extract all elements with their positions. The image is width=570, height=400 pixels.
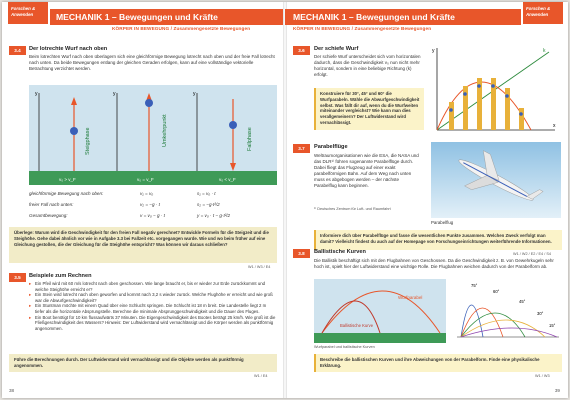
fall-label: Fallphase <box>247 127 253 151</box>
section-title: Parabelflüge <box>314 144 348 150</box>
svg-text:y: y <box>113 91 116 97</box>
eq-2b: s₂ = −g·t²/2 <box>197 202 220 207</box>
section-title: Ballistische Kurven <box>314 249 366 255</box>
ballistic-angles-figure <box>453 279 562 343</box>
label-k: k <box>543 48 546 54</box>
competence-ref: W1 / E4 <box>254 374 268 378</box>
task-box-2: Führe die Berechnungen durch. Der Luftwiderstand wird vernachlässigt und die Objekte werden als punktförmig angenommen. <box>9 354 277 372</box>
page-header: MECHANIK 1 – Bewegungen und Kräfte <box>50 9 285 25</box>
list-item: ▸ Ein Pfeil wird mit 60 m/s lotrecht nach oben geschossen. Wie lange braucht er, bis er wieder zur Erde zurückkommt und welche Steighöhe erreicht er? <box>29 281 277 292</box>
label-v-greater: v₀ > v_F <box>59 177 76 182</box>
list-item: ▸ Ein Stuntman möchte mit einem Quad über eine Schlucht springen. Die Schlucht ist 18 m breit. Die Landestelle liegt 2 m tiefer als die horizontale Absprungstelle. Berechne die minimale Absprunggeschwindigkeit und die Dauer des Fluges. <box>29 303 277 314</box>
eq-1b: s₁ = v₀ · t <box>197 191 216 196</box>
eq-2a: v₂ = −g · t <box>140 202 160 207</box>
section-number: 3.8 <box>293 249 310 258</box>
section-number: 3.4 <box>9 46 26 55</box>
photo-caption: Parabelflug <box>431 220 454 225</box>
task-box-parabolic: Informiere dich über Parabelflüge und fasse die wesentlichen Punkte zusammen. Welchen Zweck verfolgt man damit? Vielleicht findest du auch auf der Homepage von Forschungseinrichtungen weiterführende Informationen. <box>314 230 562 250</box>
list-item: ▸ Ein Boot benötigt für 10 km flussaufwärts 37 Minuten. Die Eigengeschwindigkeit des Bootes beträgt 25 km/h. Wie groß ist die Fließgeschwindigkeit des Wassers? Hinweis: Der Luftwiderstand wird vernachlässigt und die Körper werden als punktförmig angenommen. <box>29 315 277 332</box>
eq-3a: v = v₀ − g · t <box>140 213 165 218</box>
page-subheader: KÖRPER IN BEWEGUNG / Zusammengesetzte Bewegungen <box>293 26 432 31</box>
angle-label: 30° <box>537 311 544 316</box>
figure-caption: Wurfparabel und ballistische Kurven <box>314 345 375 349</box>
axis-y: y <box>432 48 435 54</box>
task-box-oblique: Konstruiere für 30°, 45° und 60° die Wurfparabeln. Wähle die Abwurfgeschwindigkeit selbst. Was fällt dir auf, wenn du die Wurfweiten miteinander vergleichst? Wie kann man dies verallgemeinern? Der Luftwiderstand wird vernachlässigt. <box>314 88 424 130</box>
page-number: 39 <box>554 388 560 393</box>
chapter-tab: Forschen & Anwenden <box>523 2 563 24</box>
umkehr-label: Umkehrpunkt <box>162 114 168 147</box>
section-title: Der lotrechte Wurf nach oben <box>29 46 108 52</box>
competence-ref: W1 / W3 / E4 <box>248 265 271 269</box>
angle-label: 15° <box>549 323 556 328</box>
eq-label-2: freier Fall nach unten: <box>29 202 74 207</box>
svg-text:y: y <box>193 91 196 97</box>
section-text: Weltraumorganisationen wie die ESA, die NASA und das DLR¹⁾ führen sogenannte Parabelflüge durch. Dabei fliegt das Flugzeug auf einer exakt parabelförmigen Bahn. Auf dem Weg nach unten muss es abgebogen werden – der nächste Parabelflug kann beginnen. <box>314 153 419 189</box>
parabolic-flight-photo <box>431 142 561 218</box>
vertical-throw-figure <box>29 85 277 185</box>
page-header: MECHANIK 1 – Bewegungen und Kräfte <box>285 9 521 25</box>
eq-3b: y = v₀ · t − g·t²/2 <box>197 213 231 218</box>
angle-label: 60° <box>493 289 500 294</box>
task-box-1: Überlege: Warum wird die Geschwindigkeit für den freien Fall negativ gerechnet? Entwickle Formeln für die Steigzeit und die Steighöhe. Gehe dabei ähnlich vor wie in Aufgabe 3.3 bei Fallzeit etc. vorgegangen wurde. Wie und wo beim früher auf eine Gleichung gestoßen, die der Gleichung für die Steighöhe entspricht? Was können wir daraus schließen? <box>9 227 277 263</box>
axis-x: x <box>553 123 556 129</box>
competence-ref: W1 / W2 / E2 / E4 / S4 <box>513 252 551 256</box>
page-subheader: KÖRPER IN BEWEGUNG / Zusammengesetzte Bewegungen <box>112 26 251 31</box>
eq-label-3: Gesamtbewegung: <box>29 213 68 218</box>
section-title: Beispiele zum Rechnen <box>29 273 92 279</box>
wurfparabel-label: Wurfparabel <box>398 295 423 300</box>
left-page <box>2 2 285 398</box>
example-list <box>29 281 277 331</box>
label-v-less: v₀ < v_F <box>219 177 236 182</box>
section-number: 3.5 <box>9 273 26 282</box>
right-page <box>285 2 568 398</box>
ballistic-label: Ballistische Kurve <box>340 323 374 328</box>
competence-ref: W1 / W3 <box>535 374 550 378</box>
task-box-ballistic: Beschreibe die ballistischen Kurven und ihre Abweichungen von der Parabelform. Finde eine physikalische Erklärung. <box>314 354 562 372</box>
angle-label: 45° <box>519 299 526 304</box>
section-text: Die Ballistik beschäftigt sich mit den Flugbahnen von Geschossen. Da die Geschwindigkeit z. B. von Gewehrkugeln sehr hoch ist, spielt hier der Luftwiderstand eine wichtige Rolle. Die Flugbahnen weichen dadurch von der Parabelform ab. <box>314 258 554 270</box>
section-title: Der schiefe Wurf <box>314 46 359 52</box>
section-number: 3.6 <box>293 46 310 55</box>
list-item: ▸ Ein Stein wird lotrecht nach oben geworfen und kommt nach 3,2 s wieder zurück. Welche Flughöhe er erreicht und wie groß war die Abwurfgeschwindigkeit? <box>29 292 277 303</box>
section-number: 3.7 <box>293 144 310 153</box>
section-text: Der schiefe Wurf unterscheidet sich vom horizontalen dadurch, dass die Geschwindigkeit v₀ nun nicht mehr horizontal, sondern in eine beliebige Richtung (k) erfolgt. <box>314 54 421 78</box>
svg-text:y: y <box>35 91 38 97</box>
page-number: 38 <box>9 388 15 393</box>
ballistic-figure <box>314 279 446 343</box>
angle-label: 75° <box>471 283 478 288</box>
eq-label-1: gleichförmige Bewegung nach oben: <box>29 191 104 196</box>
chapter-tab: Forschen & Anwenden <box>8 2 48 24</box>
section-text: Beim lotrechten Wurf nach oben überlagern sich eine gleichförmige Bewegung lotrecht nach oben und der freie Fall lotrecht nach unten. Da beide Bewegungen entlang der gleichen Geraden erfolgen, kann auf eine vollständige vektorielle Betrachtung verzichtet werden. <box>29 54 275 72</box>
label-v-equal: v₀ = v_F <box>137 177 154 182</box>
oblique-throw-figure <box>431 44 561 136</box>
book-spread <box>2 2 568 398</box>
footnote: ¹⁾ Deutsches Zentrum für Luft- und Raumfahrt <box>314 207 391 211</box>
eq-1a: v₁ = v₀ <box>140 191 154 196</box>
steig-label: Steigphase <box>85 127 91 155</box>
